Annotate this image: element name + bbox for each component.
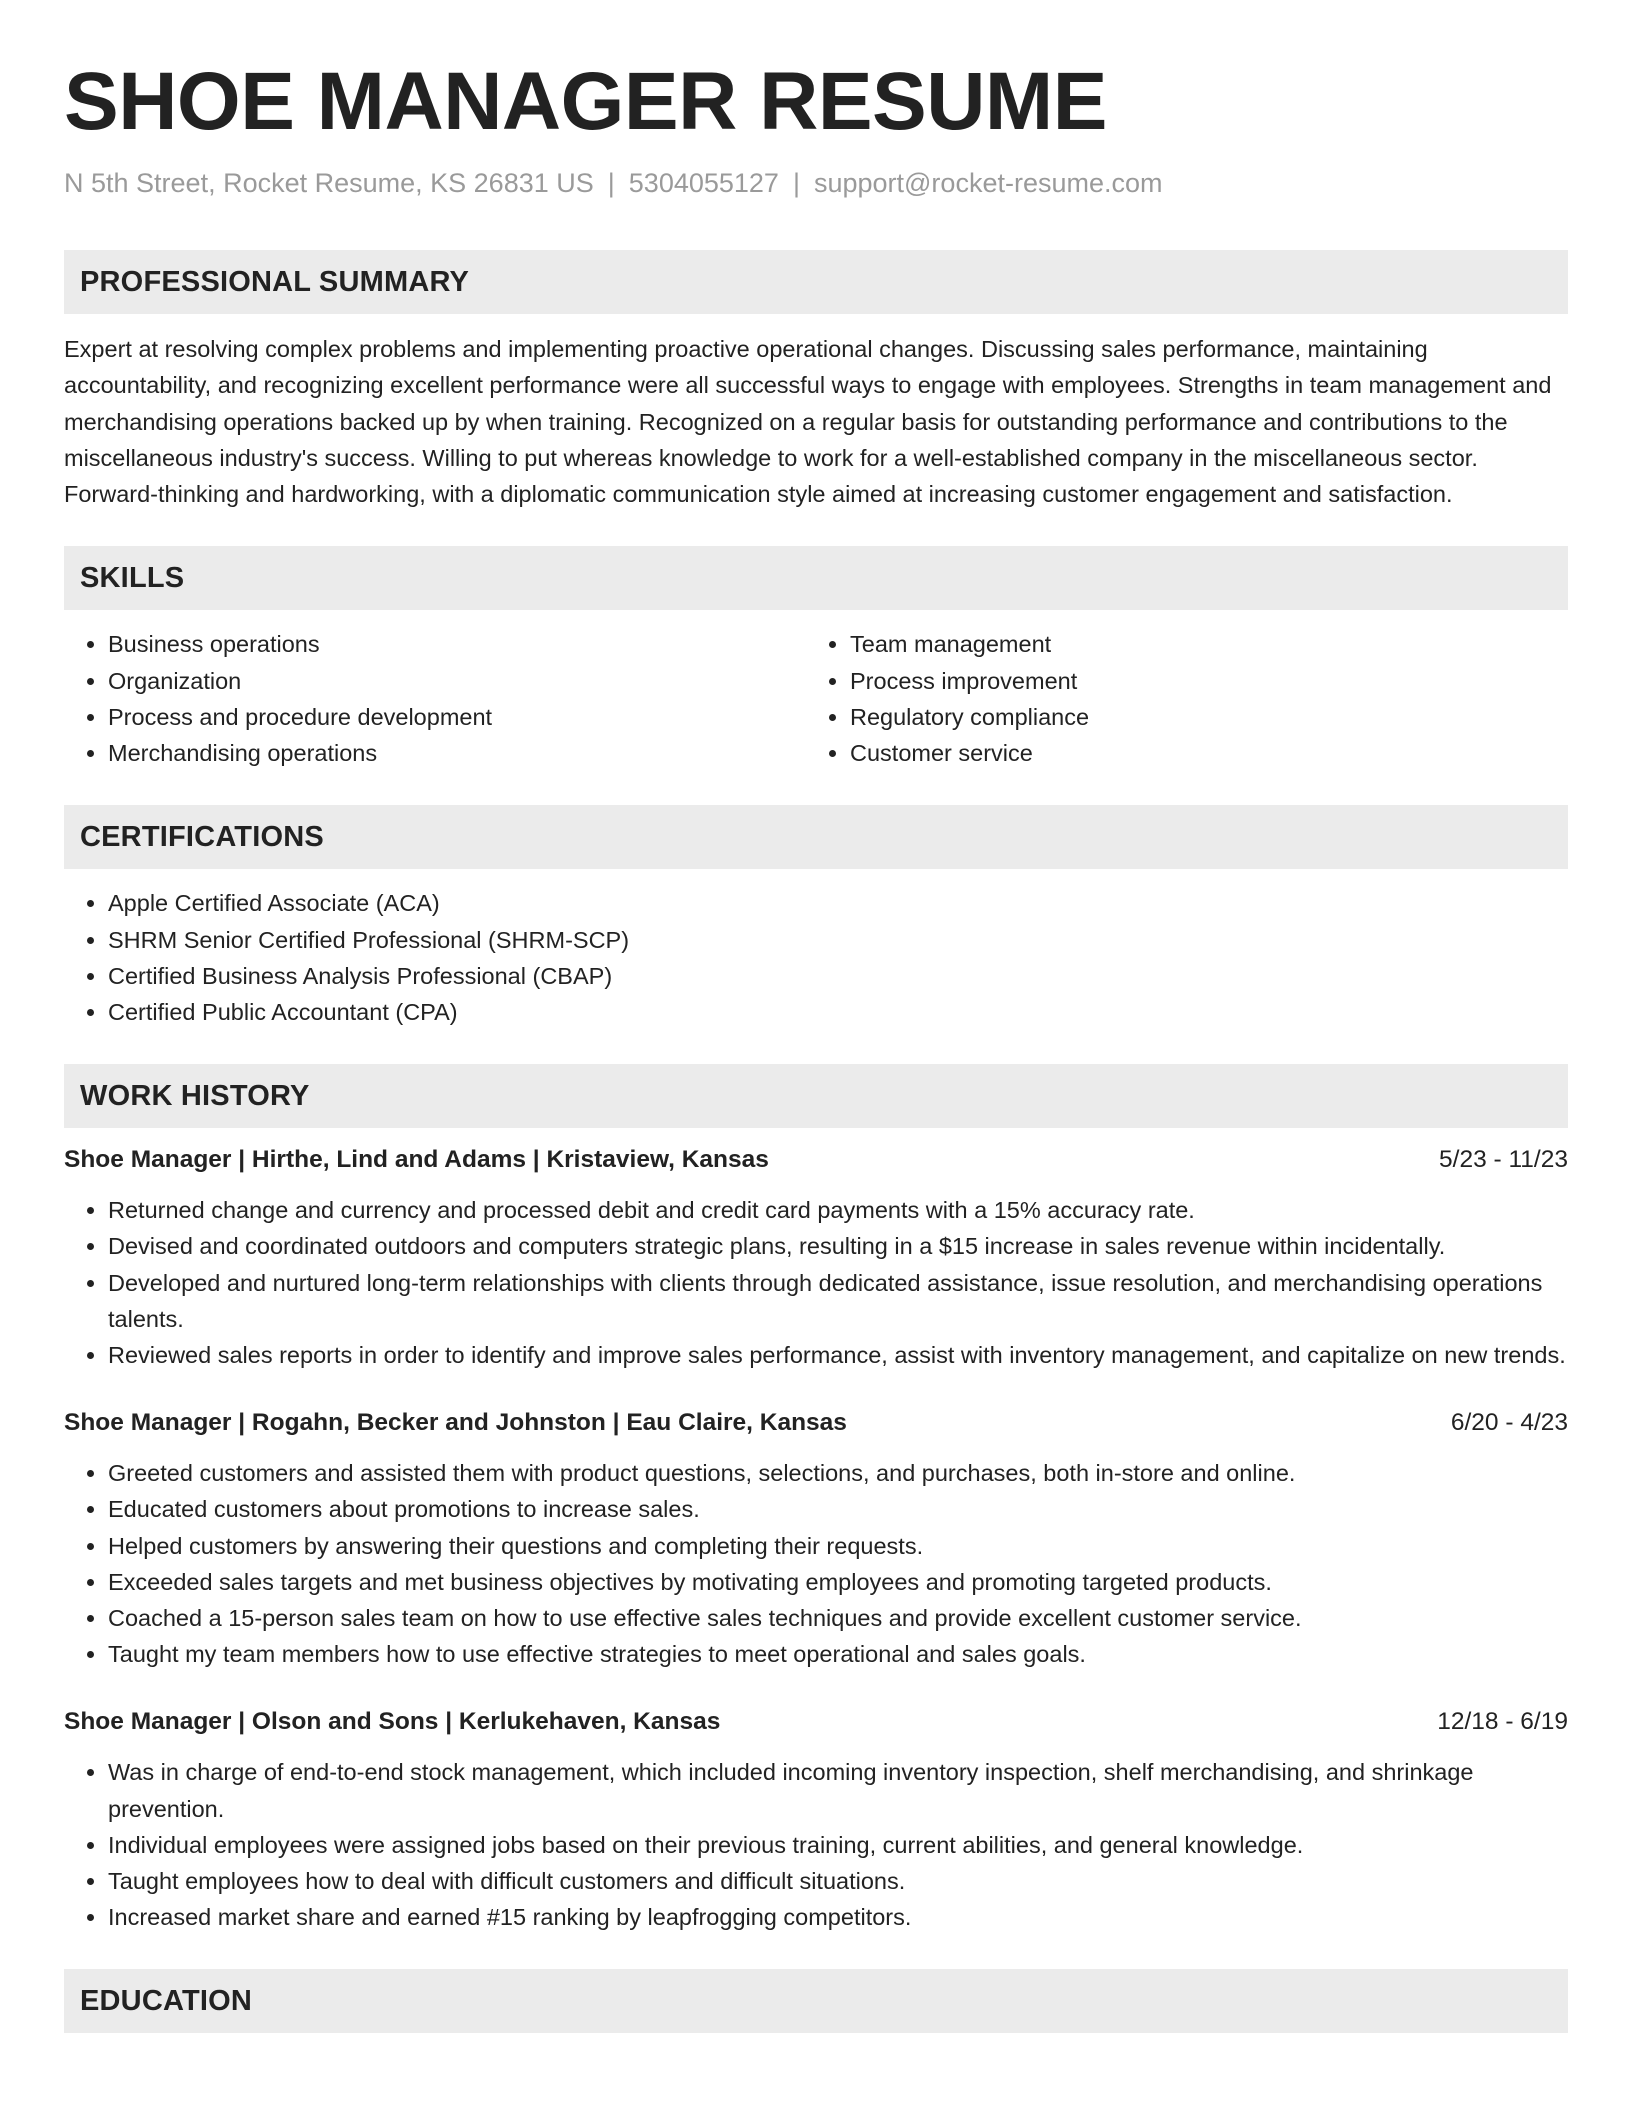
skills-grid <box>64 610 1568 771</box>
job-bullet: • Coached a 15-person sales team on how to use effective sales techniques and provide excellent customer service. <box>108 1600 1568 1636</box>
skill-item: • Business operations <box>108 626 806 662</box>
skill-item: • Merchandising operations <box>108 735 806 771</box>
job-dates: 5/23 - 11/23 <box>1439 1146 1568 1174</box>
skills-list-left <box>64 626 806 771</box>
job-bullet: • Was in charge of end-to-end stock management, which included incoming inventory inspection, shelf merchandising, and shrinkage prevention. <box>108 1754 1568 1826</box>
job-bullet: • Returned change and currency and processed debit and credit card payments with a 15% accuracy rate. <box>108 1192 1568 1228</box>
section-heading-work-history: WORK HISTORY <box>64 1064 1568 1128</box>
job-bullet: • Helped customers by answering their questions and completing their requests. <box>108 1528 1568 1564</box>
job-entry <box>64 1405 1568 1672</box>
contact-phone: 5304055127 <box>628 168 779 198</box>
certifications-list <box>64 885 1568 1030</box>
job-title: Shoe Manager | Olson and Sons | Kerlukehaven, Kansas <box>64 1708 721 1736</box>
skill-item: • Team management <box>850 626 1548 662</box>
job-title: Shoe Manager | Rogahn, Becker and Johnston | Eau Claire, Kansas <box>64 1409 847 1437</box>
job-header <box>64 1704 1568 1740</box>
skill-item: • Regulatory compliance <box>850 699 1548 735</box>
certification-item: • Apple Certified Associate (ACA) <box>108 885 1568 921</box>
job-title: Shoe Manager | Hirthe, Lind and Adams | Kristaview, Kansas <box>64 1146 769 1174</box>
job-bullet: • Devised and coordinated outdoors and computers strategic plans, resulting in a $15 increase in sales revenue within incidentally. <box>108 1228 1568 1264</box>
job-bullet: • Reviewed sales reports in order to identify and improve sales performance, assist with inventory management, and capitalize on new trends. <box>108 1337 1568 1373</box>
contact-line <box>64 166 1568 200</box>
job-bullets <box>64 1455 1568 1672</box>
job-bullet: • Taught employees how to deal with difficult customers and difficult situations. <box>108 1863 1568 1899</box>
summary-text: Expert at resolving complex problems and implementing proactive operational changes. Discussing sales performance, maintaining accountability, and recognizing excellent performance were all successful ways to engage with employees. Strengths in team management and merchandising operations backed up by when training. Recognized on a regular basis for outstanding performance and contributions to the miscellaneous industry's success. Willing to put whereas knowledge to work for a well-established company in the miscellaneous sector. Forward-thinking and hardworking, with a diplomatic communication style aimed at increasing customer engagement and satisfaction. <box>64 336 1552 508</box>
section-heading-education: EDUCATION <box>64 1969 1568 2033</box>
job-entry <box>64 1142 1568 1373</box>
skill-item: • Process improvement <box>850 663 1548 699</box>
job-bullet: • Developed and nurtured long-term relationships with clients through dedicated assistance, issue resolution, and merchandising operations talents. <box>108 1265 1568 1337</box>
job-entry <box>64 1704 1568 1935</box>
skill-item: • Customer service <box>850 735 1548 771</box>
job-bullet: • Exceeded sales targets and met business objectives by motivating employees and promoting targeted products. <box>108 1564 1568 1600</box>
job-dates: 6/20 - 4/23 <box>1450 1409 1568 1437</box>
contact-separator: | <box>607 168 615 198</box>
certification-item: • Certified Business Analysis Professional (CBAP) <box>108 958 1568 994</box>
job-header <box>64 1405 1568 1441</box>
job-bullets <box>64 1754 1568 1935</box>
skills-list-right <box>806 626 1548 771</box>
job-header <box>64 1142 1568 1178</box>
resume-title: SHOE MANAGER RESUME <box>64 56 1107 147</box>
contact-separator: | <box>792 168 800 198</box>
certification-item: • SHRM Senior Certified Professional (SHRM-SCP) <box>108 922 1568 958</box>
job-bullet: • Individual employees were assigned jobs based on their previous training, current abilities, and general knowledge. <box>108 1827 1568 1863</box>
job-bullets <box>64 1192 1568 1373</box>
skill-item: • Process and procedure development <box>108 699 806 735</box>
skill-item: • Organization <box>108 663 806 699</box>
contact-email: support@rocket-resume.com <box>813 168 1163 198</box>
job-dates: 12/18 - 6/19 <box>1437 1708 1568 1736</box>
job-bullet: • Taught my team members how to use effective strategies to meet operational and sales goals. <box>108 1636 1568 1672</box>
job-bullet: • Educated customers about promotions to increase sales. <box>108 1491 1568 1527</box>
section-heading-certifications: CERTIFICATIONS <box>64 805 1568 869</box>
section-heading-skills: SKILLS <box>64 546 1568 610</box>
certification-item: • Certified Public Accountant (CPA) <box>108 994 1568 1030</box>
job-bullet: • Increased market share and earned #15 ranking by leapfrogging competitors. <box>108 1899 1568 1935</box>
job-bullet: • Greeted customers and assisted them with product questions, selections, and purchases, both in-store and online. <box>108 1455 1568 1491</box>
contact-address: N 5th Street, Rocket Resume, KS 26831 US <box>64 168 594 198</box>
section-heading-summary: PROFESSIONAL SUMMARY <box>64 250 1568 314</box>
